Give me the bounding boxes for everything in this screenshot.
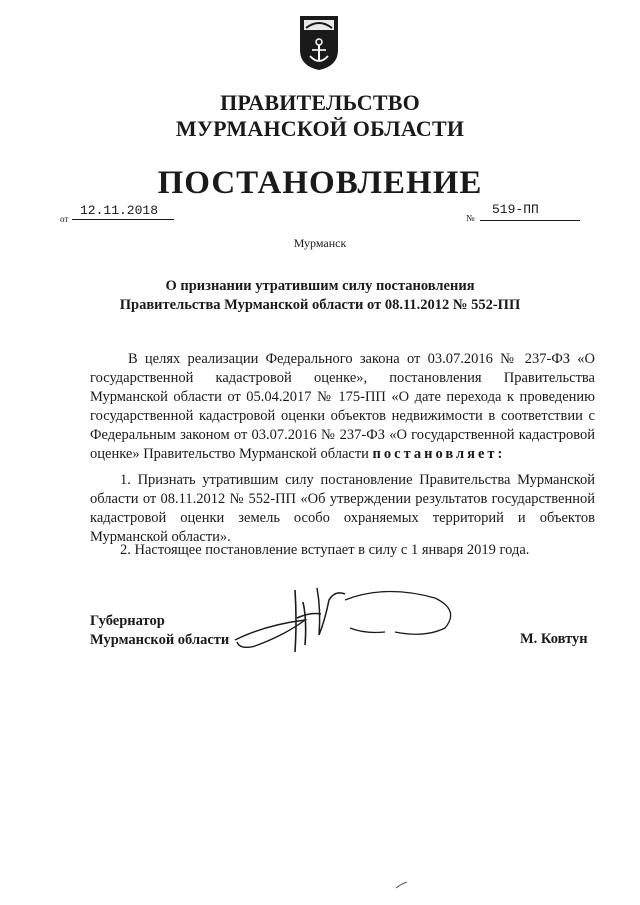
- coat-of-arms-icon: [296, 12, 342, 72]
- signer-name: М. Ковтун: [520, 631, 588, 647]
- signer-title-line1: Губернатор: [90, 613, 165, 629]
- handwritten-signature: [225, 580, 475, 660]
- subject-line2: Правительства Мурманской области от 08.11.2012 № 552-ПП: [119, 297, 521, 313]
- government-title-line2: МУРМАНСКОЙ ОБЛАСТИ: [175, 116, 465, 141]
- preamble-paragraph: [90, 350, 595, 464]
- decree-verb: постановляет:: [372, 446, 506, 462]
- item-2: 2. Настоящее постановление вступает в силу с 1 января 2019 года.: [120, 542, 530, 558]
- stray-mark: [395, 880, 409, 890]
- document-number: 519-ПП: [492, 202, 539, 217]
- item-1: 1. Признать утратившим силу постановление Правительства Мурманской области от 08.11.2012 № 552-ПП «Об утверждении результатов государственной кадастровой оценки земель особо охраняемых территорий и объектов Мурманской области».: [90, 472, 595, 545]
- subject-line1: О признании утратившим силу постановления: [165, 278, 475, 294]
- document-type-title: ПОСТАНОВЛЕНИЕ: [157, 165, 483, 201]
- government-title-line1: ПРАВИТЕЛЬСТВО: [220, 90, 420, 115]
- number-label: №: [466, 213, 475, 223]
- city: Мурманск: [293, 236, 347, 250]
- preamble-text: В целях реализации Федерального закона от 03.07.2016 № 237-ФЗ «О государственной кадастровой оценке», постановления Правительства Мурманской области от 05.04.2017 № 175-ПП «О дате перехода к проведению государственной кадастровой оценки объектов недвижимости в соответствии с Федеральным законом от 03.07.2016 № 237-ФЗ «О государственной кадастровой оценке» Правительство Мурманской области: [90, 351, 595, 462]
- date-label: от: [60, 214, 69, 224]
- document-date: 12.11.2018: [80, 203, 159, 218]
- signer-title-line2: Мурманской области: [90, 632, 230, 648]
